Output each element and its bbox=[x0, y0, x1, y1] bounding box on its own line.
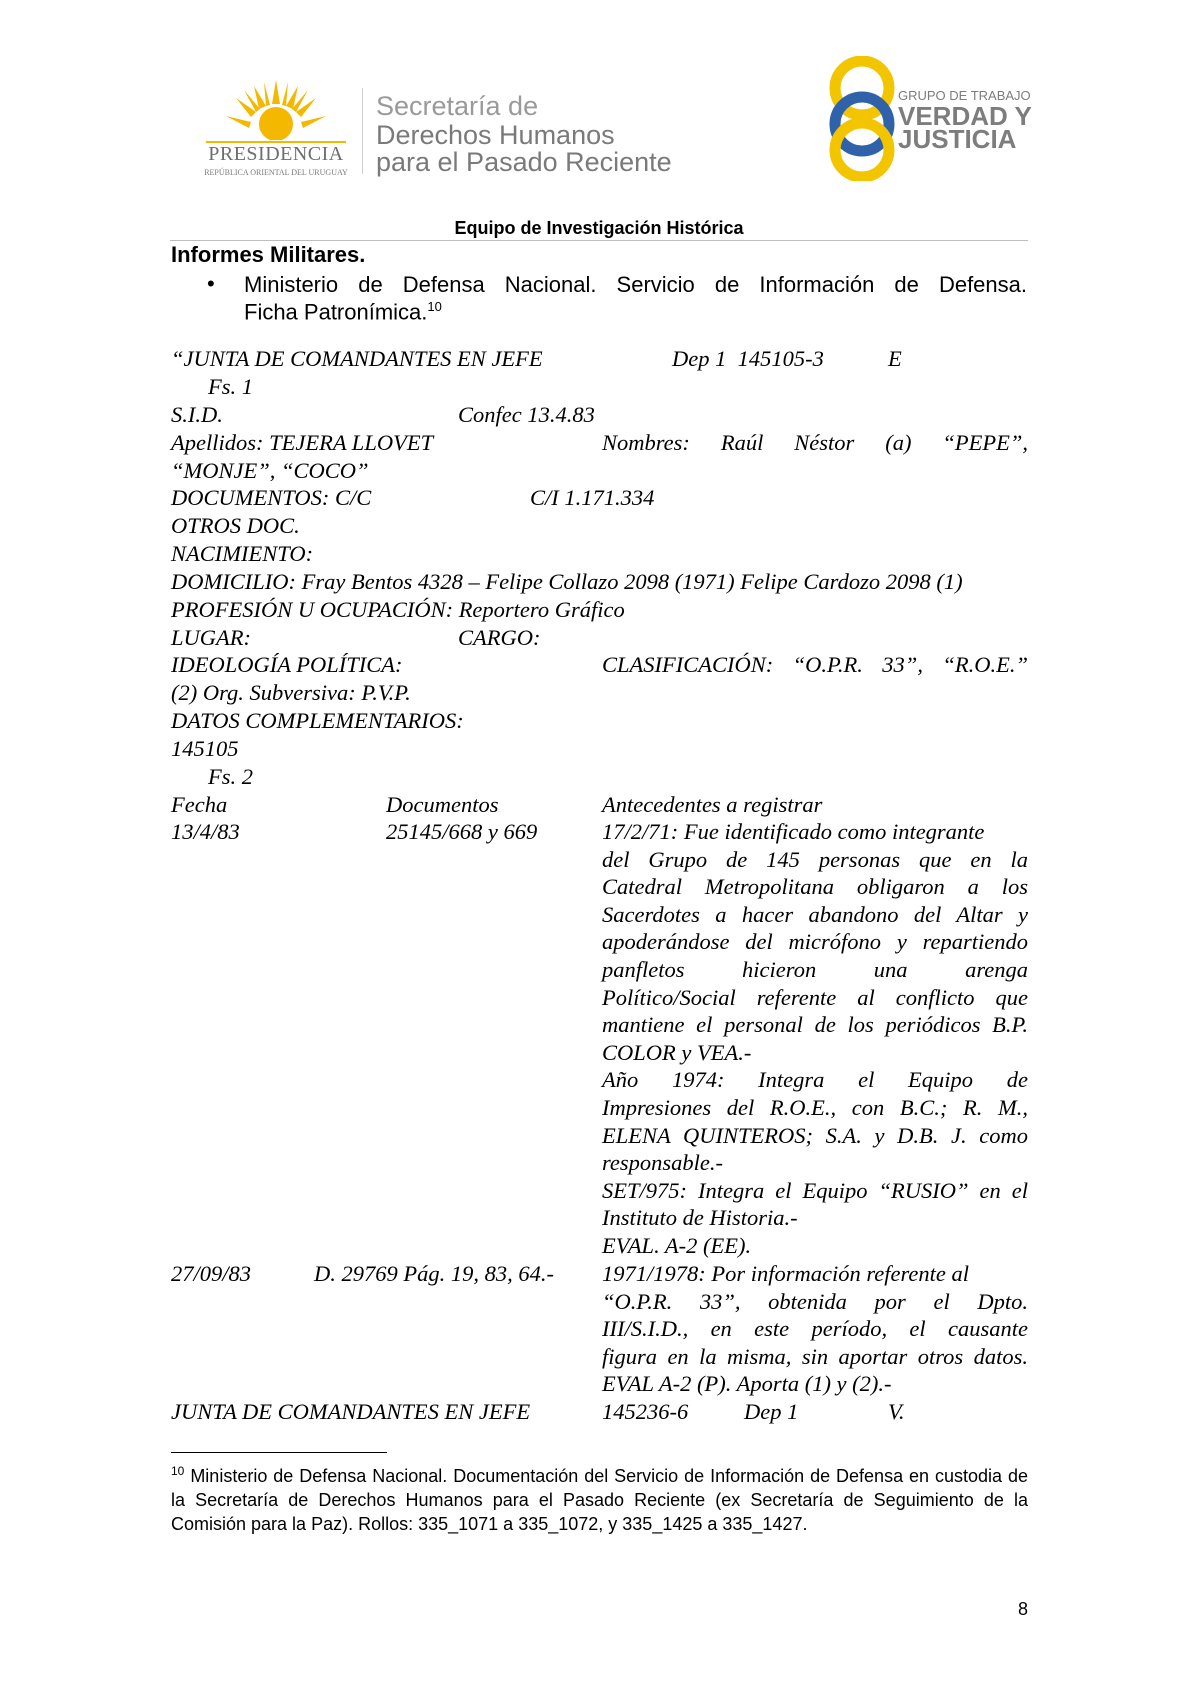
grupo-line2: VERDAD Y bbox=[898, 101, 1032, 131]
header-divider bbox=[362, 88, 363, 174]
row2-antecedentes bbox=[602, 1260, 1028, 1398]
record-cargo: CARGO: bbox=[458, 625, 541, 650]
row2-doc: D. 29769 Pág. 19, 83, 64.- bbox=[314, 1261, 554, 1286]
footnote-number: 10 bbox=[171, 1464, 185, 1478]
bullet-dot: • bbox=[207, 271, 215, 296]
record-documentos: DOCUMENTOS: C/C bbox=[171, 485, 372, 510]
bullet-line1: Ministerio de Defensa Nacional. Servicio de Información de Defensa. bbox=[244, 272, 1027, 297]
ant-line: figura en la misma, sin aportar otros datos. bbox=[602, 1343, 1028, 1369]
row1-antecedentes bbox=[602, 818, 1028, 1260]
last-dep: Dep 1 bbox=[744, 1399, 799, 1424]
record-r1-mid: Dep 1 145105-3 bbox=[672, 346, 824, 371]
record-domicilio: DOMICILIO: Fray Bentos 4328 – Felipe Collazo 2098 (1971) Felipe Cardozo 2098 (1) bbox=[171, 569, 963, 594]
record-lugar: LUGAR: bbox=[171, 625, 251, 650]
last-mid: 145236-6 bbox=[602, 1399, 689, 1424]
record-datos-comp: DATOS COMPLEMENTARIOS: bbox=[171, 708, 464, 733]
ant-line: Sacerdotes a hacer abandono del Altar y bbox=[602, 901, 1028, 927]
record-fs2: Fs. 2 bbox=[208, 764, 253, 789]
footnote-ref[interactable]: 10 bbox=[427, 299, 442, 314]
ant-line: SET/975: Integra el Equipo “RUSIO” en el bbox=[602, 1177, 1028, 1203]
record-alias-cont: “MONJE”, “COCO” bbox=[171, 458, 369, 483]
ant-line: III/S.I.D., en este período, el causante bbox=[602, 1316, 1028, 1342]
record-r1-right: E bbox=[888, 346, 902, 371]
presidencia-logo bbox=[196, 78, 356, 178]
row2-fecha: 27/09/83 bbox=[171, 1261, 252, 1286]
record-nacimiento: NACIMIENTO: bbox=[171, 541, 314, 566]
ant-line: “O.P.R. 33”, obtenida por el Dpto. bbox=[602, 1288, 1028, 1314]
record-ideologia: IDEOLOGÍA POLÍTICA: bbox=[171, 652, 403, 677]
header-rule bbox=[170, 240, 1028, 241]
record-r1-left: “JUNTA DE COMANDANTES EN JEFE bbox=[171, 346, 543, 371]
secretaria-line1: Secretaría de bbox=[376, 91, 539, 121]
ant-line: Catedral Metropolitana obligaron a los bbox=[602, 874, 1028, 900]
grupo-line1: GRUPO DE TRABAJO bbox=[898, 88, 1031, 103]
last-left: JUNTA DE COMANDANTES EN JEFE bbox=[171, 1399, 531, 1424]
ant-line: Político/Social referente al conflicto que bbox=[602, 984, 1028, 1010]
record-profesion: PROFESIÓN U OCUPACIÓN: Reportero Gráfico bbox=[171, 597, 625, 622]
ant-line: Instituto de Historia.- bbox=[602, 1205, 798, 1231]
record-fs1: Fs. 1 bbox=[208, 374, 253, 399]
row1-doc: 25145/668 y 669 bbox=[386, 819, 538, 844]
record-num: 145105 bbox=[171, 736, 239, 761]
ant-line: 17/2/71: Fue identificado como integrante bbox=[602, 819, 985, 844]
row1-fecha: 13/4/83 bbox=[171, 819, 240, 844]
record-apellidos: Apellidos: TEJERA LLOVET bbox=[171, 430, 434, 455]
ant-line: Impresiones del R.O.E., con B.C.; R. M., bbox=[602, 1094, 1028, 1120]
grupo-line3: JUSTICIA bbox=[898, 124, 1017, 154]
page-number: 8 bbox=[1018, 1599, 1029, 1619]
record-ci: C/I 1.171.334 bbox=[530, 485, 655, 510]
secretaria-line3: para el Pasado Reciente bbox=[376, 147, 672, 177]
record-sid: S.I.D. bbox=[171, 402, 223, 427]
section-title: Informes Militares. bbox=[171, 242, 366, 267]
record-confec: Confec 13.4.83 bbox=[458, 402, 595, 427]
sun-icon bbox=[196, 78, 356, 150]
footnote-rule bbox=[171, 1452, 387, 1453]
ant-line: panfletos hicieron una arenga bbox=[602, 956, 1028, 982]
verdad-justicia-logo-icon bbox=[822, 56, 902, 181]
presidencia-subtitle: REPÚBLICA ORIENTAL DEL URUGUAY bbox=[204, 168, 348, 177]
ant-line: COLOR y VEA.- bbox=[602, 1039, 752, 1065]
col-fecha: Fecha bbox=[171, 792, 228, 817]
secretaria-line2: Derechos Humanos bbox=[376, 120, 615, 150]
record-org: (2) Org. Subversiva: P.V.P. bbox=[171, 680, 411, 705]
presidencia-title: PRESIDENCIA bbox=[208, 143, 344, 165]
col-documentos: Documentos bbox=[386, 792, 499, 817]
ant-line: apoderándose del micrófono y repartiendo bbox=[602, 929, 1028, 955]
record-otros-doc: OTROS DOC. bbox=[171, 513, 300, 538]
col-antecedentes: Antecedentes a registrar bbox=[602, 792, 823, 817]
ant-line: EVAL. A-2 (EE). bbox=[602, 1232, 752, 1258]
bullet-line2 bbox=[244, 299, 442, 325]
bullet-line2-text: Ficha Patronímica. bbox=[244, 299, 428, 325]
record-clasificacion: CLASIFICACIÓN: “O.P.R. 33”, “R.O.E.” bbox=[602, 652, 1028, 677]
ant-line: Año 1974: Integra el Equipo de bbox=[602, 1067, 1028, 1093]
record-nombres: Nombres: Raúl Néstor (a) “PEPE”, bbox=[602, 430, 1028, 455]
ant-line: EVAL A-2 (P). Aporta (1) y (2).- bbox=[602, 1371, 892, 1397]
ant-line: responsable.- bbox=[602, 1150, 724, 1176]
footnote bbox=[171, 1459, 1028, 1536]
last-right: V. bbox=[888, 1399, 905, 1424]
ant-line: mantiene el personal de los periódicos B.P. bbox=[602, 1012, 1028, 1038]
team-title: Equipo de Investigación Histórica bbox=[454, 218, 744, 238]
ant-line: 1971/1978: Por información referente al bbox=[602, 1261, 970, 1286]
footnote-text: Ministerio de Defensa Nacional. Documentación del Servicio de Información de Defensa en custodia de la Secretaría de Derechos Humanos para el Pasado Reciente (ex Secretaría de Seguimiento de la Comisión para la Paz). Rollos: 335_1071 a 335_1072, y 335_1425 a 335_1427. bbox=[171, 1466, 1028, 1534]
ant-line: del Grupo de 145 personas que en la bbox=[602, 846, 1028, 872]
ant-line: ELENA QUINTEROS; S.A. y D.B. J. como bbox=[602, 1122, 1028, 1148]
